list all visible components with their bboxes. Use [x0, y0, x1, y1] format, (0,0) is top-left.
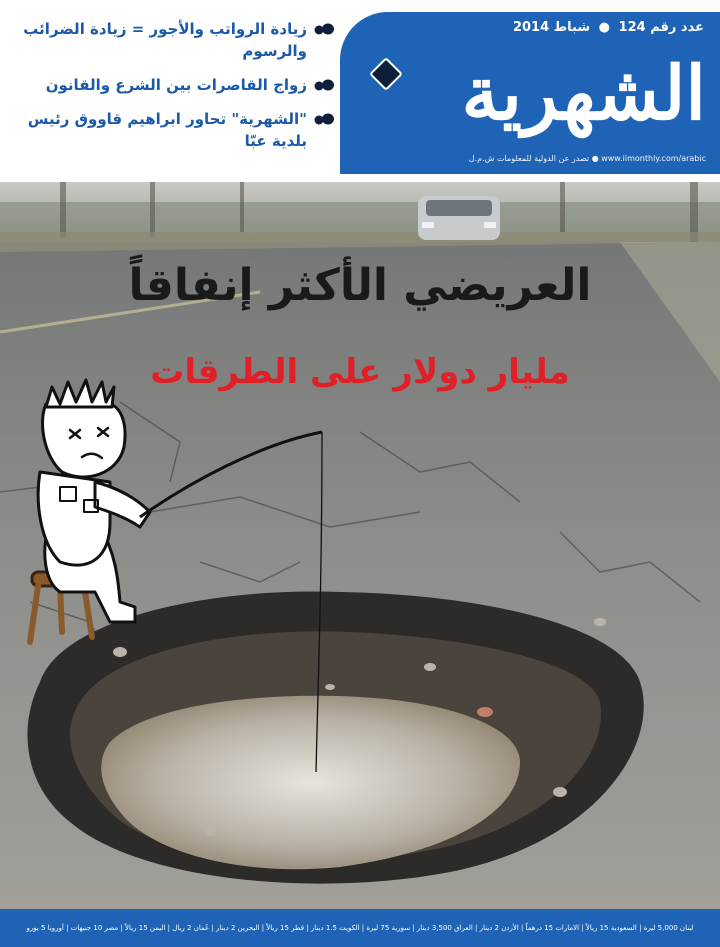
cover-subtitle: مليار دولار على الطرقات: [150, 352, 570, 392]
issue-number: عدد رقم 124: [618, 20, 704, 35]
double-drop-bullet-icon: [313, 77, 335, 93]
headline-item[interactable]: [10, 108, 335, 152]
price-strip: لبنان 5,000 ليرة | السعودية 15 ريالاً | الامارات 15 درهماً | الأردن 2 دينار | العراق 3,500 دينار | سورية 75 ليرة | الكويت 1.5 دينار | قطر 15 ريالاً | البحرين 2 دينار | عُمان 2 ريال | اليمن 15 ريالاً | مصر 10 جنيهات | أوروبا 5 يورو: [0, 909, 720, 947]
headline-item[interactable]: [10, 18, 335, 62]
double-drop-bullet-icon: [313, 111, 335, 127]
separator-dot: ●: [598, 20, 611, 35]
cover-headlines: [10, 18, 335, 164]
magazine-logo: الشهرية: [461, 51, 706, 137]
logo-panel: [340, 12, 720, 174]
cover-title: العريضي الأكثر إنفاقاً: [128, 260, 592, 311]
website-line[interactable]: www.iimonthly.com/arabic ● تصدر عن الدولية للمعلومات ش.م.ل: [468, 154, 706, 163]
double-drop-bullet-icon: [313, 21, 335, 37]
cover-photo: [0, 182, 720, 909]
headline-text: "الشهرية" تحاور ابراهيم قاووق رئيس بلدية عبّا: [27, 110, 307, 150]
issue-date: شباط 2014: [512, 20, 591, 35]
headline-text: زواج القاصرات بين الشرع والقانون: [45, 76, 307, 94]
issue-line: [513, 20, 704, 35]
diamond-logo-icon: [369, 57, 403, 91]
masthead: [0, 0, 720, 182]
headline-item[interactable]: [10, 74, 335, 96]
distant-car: [418, 196, 500, 240]
headline-text: زيادة الرواتب والأجور = زيادة الضرائب والرسوم: [23, 20, 307, 60]
